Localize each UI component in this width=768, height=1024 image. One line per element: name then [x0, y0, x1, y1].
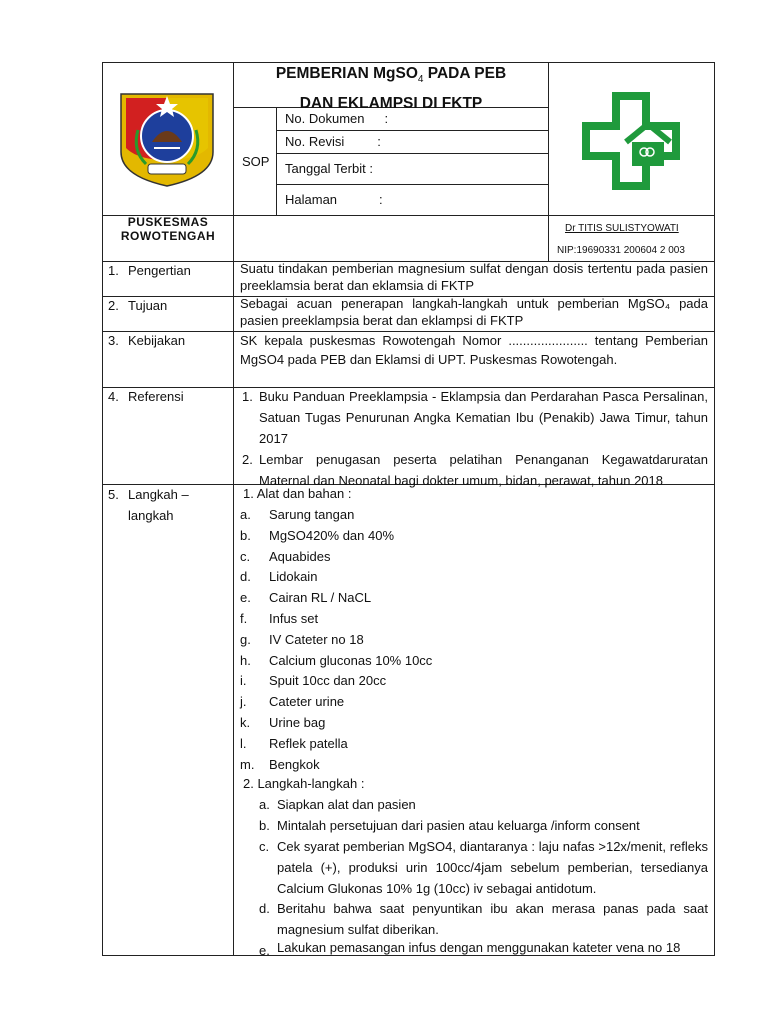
step-letter: d. [259, 901, 270, 916]
field-tanggal-terbit: Tanggal Terbit : [285, 161, 373, 176]
alat-item: Calcium gluconas 10% 10cc [269, 653, 433, 668]
alat-item: Spuit 10cc dan 20cc [269, 673, 387, 688]
signer-name: Dr TITIS SULISTYOWATI [565, 223, 679, 234]
alat-item: Infus set [269, 611, 319, 626]
organization-name: PUSKESMAS ROWOTENGAH [120, 215, 216, 243]
alat-item-letter: k. [240, 715, 251, 730]
alat-item-letter: e. [240, 590, 251, 605]
step-letter: b. [259, 818, 270, 833]
alat-item-letter: l. [240, 736, 247, 751]
alat-item: Cairan RL / NaCL [269, 590, 372, 605]
alat-item: Bengkok [269, 757, 320, 772]
alat-item-letter: h. [240, 653, 251, 668]
field-no-revisi: No. Revisi : [285, 134, 381, 149]
regional-crest-logo [118, 90, 216, 188]
step-letter: a. [259, 797, 270, 812]
section-number: 4. [108, 389, 119, 404]
section-number: 2. [108, 298, 119, 313]
field-no-dokumen: No. Dokumen : [285, 111, 389, 126]
reference-item: Lembar penugasan peserta pelatihan Penanganan Kegawatdaruratan Maternal dan Neonatal bagi dokter umum, bidan, perawat, tahun 2018 [259, 452, 708, 488]
section-label: Referensi [128, 389, 184, 404]
step-text: Siapkan alat dan pasien [277, 797, 416, 812]
puskesmas-logo [580, 90, 682, 192]
field-halaman: Halaman : [285, 192, 383, 207]
section-label: langkah [128, 508, 174, 523]
alat-heading: 1. Alat dan bahan : [243, 486, 352, 501]
alat-item-letter: m. [240, 757, 255, 772]
step-text: Lakukan pemasangan infus dengan menggunakan kateter vena no 18 [277, 940, 681, 955]
section-text: Sebagai acuan penerapan langkah-langkah untuk pemberian MgSO₄ pada pasien preeklampsia berat dan eklampsi di FKTP [240, 296, 708, 328]
alat-item-letter: b. [240, 528, 251, 543]
reference-number: 2. [242, 452, 253, 467]
section-number: 1. [108, 263, 119, 278]
section-label: Kebijakan [128, 333, 186, 348]
sop-label: SOP [242, 154, 270, 169]
signer-nip: NIP:19690331 200604 2 003 [557, 245, 685, 256]
alat-item-letter: i. [240, 673, 247, 688]
document-title: PEMBERIAN MgSO$_4$ PADA PEB DAN EKLAMPSI DI FKTP [275, 65, 507, 113]
alat-item: MgSO420% dan 40% [269, 528, 395, 543]
alat-item: Urine bag [269, 715, 326, 730]
section-label: Tujuan [128, 298, 168, 313]
alat-item-letter: g. [240, 632, 251, 647]
reference-item: Buku Panduan Preeklampsia - Eklampsia dan Perdarahan Pasca Persalinan, Satuan Tugas Penurunan Angka Kematian Ibu (Penakib) Jawa Timur, tahun 2017 [259, 389, 708, 446]
step-letter: c. [259, 839, 270, 854]
step-text: Beritahu bahwa saat penyuntikan ibu akan merasa panas pada saat magnesium sulfat diberikan. [277, 901, 708, 937]
alat-item: Reflek patella [269, 736, 348, 751]
step-text: Mintalah persetujuan dari pasien atau keluarga /inform consent [277, 818, 640, 833]
alat-item: Lidokain [269, 569, 318, 584]
alat-item-letter: a. [240, 507, 251, 522]
alat-item-letter: f. [240, 611, 248, 626]
section-text: Suatu tindakan pemberian magnesium sulfat dengan dosis tertentu pada pasien preeklamsia berat dan eklamsia di FKTP [240, 261, 708, 293]
alat-item-letter: j. [240, 694, 247, 709]
step-text: Cek syarat pemberian MgSO4, diantaranya : laju nafas >12x/menit, refleks patela (+), produksi urin 100cc/4jam sebelum pemberian, tersedianya Calcium Glukonas 10% 1g (10cc) iv sebagai antidotum. [277, 839, 708, 896]
alat-item: Cateter urine [269, 694, 345, 709]
section-text: SK kepala puskesmas Rowotengah Nomor ...................... tentang Pemberian MgSO4 pada PEB dan Eklamsi di UPT. Puskesmas Rowotengah. [240, 333, 708, 367]
section-label: Langkah – [128, 487, 189, 502]
alat-item: IV Cateter no 18 [269, 632, 364, 647]
section-number: 5. [108, 487, 119, 502]
section-label: Pengertian [128, 263, 191, 278]
section-number: 3. [108, 333, 119, 348]
alat-item: Aquabides [269, 549, 331, 564]
step-letter: e. [259, 943, 270, 958]
alat-item-letter: d. [240, 569, 251, 584]
langkah-heading: 2. Langkah-langkah : [243, 776, 365, 791]
alat-item-letter: c. [240, 549, 251, 564]
reference-number: 1. [242, 389, 253, 404]
alat-item: Sarung tangan [269, 507, 355, 522]
